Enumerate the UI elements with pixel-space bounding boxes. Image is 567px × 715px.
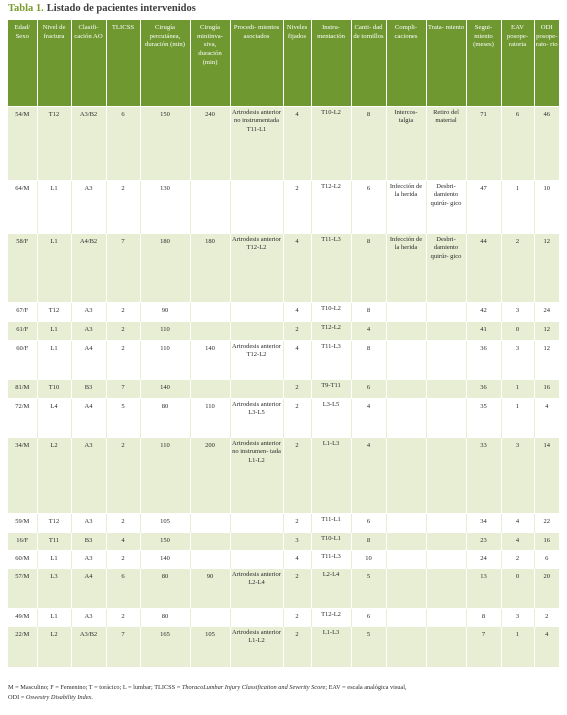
table-cell: 2 bbox=[283, 438, 311, 514]
column-header: EAV posope- ratoria bbox=[501, 20, 534, 107]
table-cell: 34 bbox=[466, 514, 501, 533]
table-cell: T12 bbox=[37, 303, 71, 322]
table-cell: 6 bbox=[106, 569, 140, 609]
table-cell: B3 bbox=[71, 380, 106, 399]
table-cell: 2 bbox=[283, 399, 311, 438]
table-cell bbox=[190, 609, 230, 627]
table-number: Tabla 1. bbox=[8, 3, 44, 14]
table-cell: A3 bbox=[71, 609, 106, 627]
table-row bbox=[8, 399, 559, 438]
table-cell: L1-L3 bbox=[311, 627, 351, 667]
table-cell: 4 bbox=[283, 234, 311, 303]
table-cell: 22 bbox=[534, 514, 559, 533]
table-row bbox=[8, 107, 559, 181]
table-cell: 60/M bbox=[8, 551, 37, 569]
table-cell: T12 bbox=[37, 107, 71, 181]
table-cell: 2 bbox=[106, 551, 140, 569]
table-cell: 1 bbox=[501, 627, 534, 667]
table-cell: 67/F bbox=[8, 303, 37, 322]
table-cell: 4 bbox=[283, 107, 311, 181]
table-cell: 110 bbox=[140, 341, 190, 380]
table-cell: T11-L3 bbox=[311, 341, 351, 380]
table-cell: L3 bbox=[37, 569, 71, 609]
column-header: Cirugía miniinva- siva, duración (min) bbox=[190, 20, 230, 107]
table-cell: L1 bbox=[37, 322, 71, 341]
table-cell: 36 bbox=[466, 341, 501, 380]
column-header: Instru- mentación bbox=[311, 20, 351, 107]
table-row bbox=[8, 438, 559, 514]
table-cell: 80 bbox=[140, 609, 190, 627]
table-cell bbox=[386, 438, 426, 514]
table-cell: T10 bbox=[37, 380, 71, 399]
table-cell bbox=[386, 627, 426, 667]
table-cell: 4 bbox=[534, 399, 559, 438]
table-cell: 2 bbox=[283, 380, 311, 399]
table-cell: A4 bbox=[71, 341, 106, 380]
footnote-line-1: M = Masculino; F = Femenino; T = torácico; L = lumbar; TLICSS = ThoracoLumbar Injury Classification and Severity Score; EAV = escala analógica visual, bbox=[8, 684, 407, 691]
table-cell: L1 bbox=[37, 234, 71, 303]
table-cell: 140 bbox=[140, 380, 190, 399]
table-cell: 4 bbox=[283, 551, 311, 569]
table-cell: A4 bbox=[71, 569, 106, 609]
table-cell: 3 bbox=[501, 609, 534, 627]
table-cell: 41 bbox=[466, 322, 501, 341]
table-cell: T9-T11 bbox=[311, 380, 351, 399]
table-cell bbox=[386, 341, 426, 380]
table-row bbox=[8, 303, 559, 322]
table-cell: 3 bbox=[283, 533, 311, 551]
table-row bbox=[8, 533, 559, 551]
table-cell: 12 bbox=[534, 322, 559, 341]
column-header: ODI posope- rato- rio bbox=[534, 20, 559, 107]
table-cell: A3 bbox=[71, 551, 106, 569]
table-cell: 8 bbox=[466, 609, 501, 627]
table-cell: A3/B2 bbox=[71, 107, 106, 181]
table-cell: 2 bbox=[106, 514, 140, 533]
table-cell: 24 bbox=[466, 551, 501, 569]
table-cell: 2 bbox=[106, 609, 140, 627]
table-cell: 12 bbox=[534, 234, 559, 303]
table-cell: 130 bbox=[140, 181, 190, 234]
table-cell bbox=[426, 551, 466, 569]
table-cell: T10-L1 bbox=[311, 533, 351, 551]
table-cell bbox=[426, 438, 466, 514]
table-row bbox=[8, 322, 559, 341]
table-cell: 140 bbox=[140, 551, 190, 569]
table-caption: Listado de pacientes intervenidos bbox=[46, 3, 196, 14]
table-cell: 3 bbox=[501, 341, 534, 380]
table-cell: 2 bbox=[106, 341, 140, 380]
table-cell: A3 bbox=[71, 514, 106, 533]
table-cell: 7 bbox=[106, 234, 140, 303]
table-cell: 240 bbox=[190, 107, 230, 181]
table-cell: 5 bbox=[106, 399, 140, 438]
table-cell bbox=[386, 322, 426, 341]
table-cell: 16 bbox=[534, 533, 559, 551]
column-header: Clasifi- cación AO bbox=[71, 20, 106, 107]
table-cell: Desbri- damiento quirúr- gico bbox=[426, 181, 466, 234]
table-row bbox=[8, 341, 559, 380]
table-cell: L1 bbox=[37, 609, 71, 627]
table-row bbox=[8, 551, 559, 569]
table-cell: 8 bbox=[351, 234, 386, 303]
table-cell bbox=[426, 609, 466, 627]
table-cell: 0 bbox=[501, 322, 534, 341]
table-title bbox=[8, 3, 196, 14]
table-row bbox=[8, 569, 559, 609]
table-cell: 46 bbox=[534, 107, 559, 181]
column-header: Trata- miento bbox=[426, 20, 466, 107]
table-cell: 36 bbox=[466, 380, 501, 399]
table-cell: A3 bbox=[71, 438, 106, 514]
table-cell bbox=[386, 551, 426, 569]
table-cell: T11-L1 bbox=[311, 514, 351, 533]
table-cell bbox=[190, 533, 230, 551]
table-cell bbox=[426, 341, 466, 380]
table-cell: 5 bbox=[351, 569, 386, 609]
table-cell: 200 bbox=[190, 438, 230, 514]
table-row bbox=[8, 181, 559, 234]
table-cell: L1 bbox=[37, 341, 71, 380]
table-cell bbox=[426, 533, 466, 551]
table-cell: A4 bbox=[71, 399, 106, 438]
table-cell: 2 bbox=[106, 303, 140, 322]
table-cell bbox=[230, 533, 283, 551]
table-cell bbox=[190, 322, 230, 341]
table-cell: 3 bbox=[501, 303, 534, 322]
table-row bbox=[8, 627, 559, 667]
table-cell: 80 bbox=[140, 399, 190, 438]
table-cell: 110 bbox=[190, 399, 230, 438]
table-cell: 4 bbox=[351, 322, 386, 341]
table-cell: T10-L2 bbox=[311, 303, 351, 322]
table-cell: 10 bbox=[351, 551, 386, 569]
table-cell: 8 bbox=[351, 533, 386, 551]
table-cell bbox=[386, 303, 426, 322]
table-cell: 23 bbox=[466, 533, 501, 551]
table-cell: Artrodesis anterior T12-L2 bbox=[230, 234, 283, 303]
table-cell: Infección de la herida bbox=[386, 181, 426, 234]
table-cell: 24 bbox=[534, 303, 559, 322]
table-cell: L2 bbox=[37, 438, 71, 514]
footnote-line-2: ODI = Oswestry Disability Index. bbox=[8, 693, 93, 701]
table-cell: 8 bbox=[351, 341, 386, 380]
table-cell: 8 bbox=[351, 107, 386, 181]
table-cell: T11 bbox=[37, 533, 71, 551]
table-cell bbox=[230, 514, 283, 533]
table-cell: 47 bbox=[466, 181, 501, 234]
table-cell bbox=[386, 569, 426, 609]
table-cell: L2-L4 bbox=[311, 569, 351, 609]
table-cell bbox=[386, 380, 426, 399]
table-cell: Intercos- talgia bbox=[386, 107, 426, 181]
table-cell: 3 bbox=[501, 438, 534, 514]
table-cell bbox=[426, 322, 466, 341]
table-cell: L3-L5 bbox=[311, 399, 351, 438]
table-cell: T12 bbox=[37, 514, 71, 533]
table-cell: T11-L3 bbox=[311, 234, 351, 303]
table-cell bbox=[426, 399, 466, 438]
table-cell: 150 bbox=[140, 107, 190, 181]
table-body bbox=[8, 107, 559, 667]
table-cell: 10 bbox=[534, 181, 559, 234]
table-cell bbox=[230, 181, 283, 234]
table-cell: 80 bbox=[140, 569, 190, 609]
table-cell: L1 bbox=[37, 551, 71, 569]
table-cell: 54/M bbox=[8, 107, 37, 181]
column-header: Procedi- mientos asociados bbox=[230, 20, 283, 107]
header-row bbox=[8, 20, 559, 107]
table-cell: 4 bbox=[501, 514, 534, 533]
table-cell: A3 bbox=[71, 303, 106, 322]
table-cell: 2 bbox=[283, 627, 311, 667]
table-cell: 35 bbox=[466, 399, 501, 438]
column-header: Canti- dad de tornillos bbox=[351, 20, 386, 107]
table-row bbox=[8, 234, 559, 303]
table-cell: 57/M bbox=[8, 569, 37, 609]
table-cell: 42 bbox=[466, 303, 501, 322]
table-cell: 105 bbox=[190, 627, 230, 667]
table-cell: A3/B2 bbox=[71, 627, 106, 667]
table-cell: 105 bbox=[140, 514, 190, 533]
table-cell: 16 bbox=[534, 380, 559, 399]
table-cell: 7 bbox=[466, 627, 501, 667]
table-cell: 59/M bbox=[8, 514, 37, 533]
table-cell bbox=[426, 569, 466, 609]
table-cell: Artrodesis anterior L1-L2 bbox=[230, 627, 283, 667]
table-row bbox=[8, 609, 559, 627]
table-cell: 90 bbox=[140, 303, 190, 322]
table-cell: 90 bbox=[190, 569, 230, 609]
column-header: Niveles fijados bbox=[283, 20, 311, 107]
table-cell: 4 bbox=[534, 627, 559, 667]
table-cell bbox=[230, 609, 283, 627]
table-cell: T12-L2 bbox=[311, 322, 351, 341]
table-cell: 12 bbox=[534, 341, 559, 380]
table-cell: A4/B2 bbox=[71, 234, 106, 303]
patients-table bbox=[8, 20, 559, 667]
table-row bbox=[8, 514, 559, 533]
table-cell: 60/F bbox=[8, 341, 37, 380]
table-cell: 22/M bbox=[8, 627, 37, 667]
table-cell: 6 bbox=[351, 181, 386, 234]
table-cell: 2 bbox=[106, 181, 140, 234]
table-cell: Artrodesis anterior no instrumentada T11-L1 bbox=[230, 107, 283, 181]
table-cell bbox=[426, 303, 466, 322]
table-cell bbox=[230, 303, 283, 322]
table-cell: 4 bbox=[283, 341, 311, 380]
table-cell: 2 bbox=[106, 322, 140, 341]
table-cell: A3 bbox=[71, 322, 106, 341]
table-cell: L1-L3 bbox=[311, 438, 351, 514]
table-cell bbox=[426, 514, 466, 533]
column-header: TLICSS bbox=[106, 20, 140, 107]
column-header: Compli- caciones bbox=[386, 20, 426, 107]
table-cell: 0 bbox=[501, 569, 534, 609]
table-cell: 2 bbox=[106, 438, 140, 514]
table-cell: 34/M bbox=[8, 438, 37, 514]
column-header: Cirugía percutánea, duración (min) bbox=[140, 20, 190, 107]
table-cell: 2 bbox=[501, 551, 534, 569]
table-cell: 2 bbox=[283, 609, 311, 627]
column-header: Edad/ Sexo bbox=[8, 20, 37, 107]
table-cell: 20 bbox=[534, 569, 559, 609]
table-cell bbox=[426, 380, 466, 399]
table-cell: 13 bbox=[466, 569, 501, 609]
table-cell: Artrodesis anterior T12-L2 bbox=[230, 341, 283, 380]
table-row bbox=[8, 380, 559, 399]
table-cell: 71 bbox=[466, 107, 501, 181]
table-cell: A3 bbox=[71, 181, 106, 234]
table-cell: 4 bbox=[351, 438, 386, 514]
table-cell bbox=[386, 514, 426, 533]
table-cell: 44 bbox=[466, 234, 501, 303]
table-cell bbox=[386, 533, 426, 551]
column-header: Segui- miento (meses) bbox=[466, 20, 501, 107]
column-header: Nivel de fractura bbox=[37, 20, 71, 107]
table-cell: 8 bbox=[351, 303, 386, 322]
table-cell bbox=[230, 551, 283, 569]
table-cell: Infección de la herida bbox=[386, 234, 426, 303]
table-cell bbox=[230, 322, 283, 341]
table-cell: 6 bbox=[351, 609, 386, 627]
table-cell: 2 bbox=[501, 234, 534, 303]
table-cell: 180 bbox=[140, 234, 190, 303]
table-cell: 180 bbox=[190, 234, 230, 303]
table-cell bbox=[190, 303, 230, 322]
table-cell: Desbri- damiento quirúr- gico bbox=[426, 234, 466, 303]
table-cell: 6 bbox=[106, 107, 140, 181]
table-cell: 2 bbox=[283, 322, 311, 341]
table-cell bbox=[190, 514, 230, 533]
table-cell: 61/F bbox=[8, 322, 37, 341]
table-cell: T11-L3 bbox=[311, 551, 351, 569]
table-cell: 16/F bbox=[8, 533, 37, 551]
table-cell: L4 bbox=[37, 399, 71, 438]
table-cell: 33 bbox=[466, 438, 501, 514]
table-cell: 4 bbox=[106, 533, 140, 551]
table-footnote bbox=[8, 683, 559, 703]
table-cell: 7 bbox=[106, 380, 140, 399]
table-cell: 6 bbox=[351, 514, 386, 533]
table-cell: 49/M bbox=[8, 609, 37, 627]
table-cell: L1 bbox=[37, 181, 71, 234]
table-cell: 2 bbox=[283, 181, 311, 234]
table-cell bbox=[190, 380, 230, 399]
table-cell: 110 bbox=[140, 322, 190, 341]
table-cell: T12-L2 bbox=[311, 181, 351, 234]
table-cell: 2 bbox=[283, 514, 311, 533]
table-cell: 4 bbox=[283, 303, 311, 322]
table-cell: L2 bbox=[37, 627, 71, 667]
table-cell: 150 bbox=[140, 533, 190, 551]
table-cell: 1 bbox=[501, 181, 534, 234]
table-cell bbox=[386, 609, 426, 627]
table-cell: 140 bbox=[190, 341, 230, 380]
table-cell bbox=[230, 380, 283, 399]
table-cell: 5 bbox=[351, 627, 386, 667]
table-cell: 6 bbox=[351, 380, 386, 399]
table-cell bbox=[386, 399, 426, 438]
table-cell: 81/M bbox=[8, 380, 37, 399]
table-cell: T10-L2 bbox=[311, 107, 351, 181]
table-cell: Artrodesis anterior no instrumen- tada L1-L2 bbox=[230, 438, 283, 514]
table-cell: B3 bbox=[71, 533, 106, 551]
table-cell: 2 bbox=[283, 569, 311, 609]
table-cell bbox=[190, 551, 230, 569]
table-cell: T12-L2 bbox=[311, 609, 351, 627]
table-cell: 4 bbox=[501, 533, 534, 551]
table-cell: 58/F bbox=[8, 234, 37, 303]
table-cell: 1 bbox=[501, 380, 534, 399]
table-cell: 6 bbox=[534, 551, 559, 569]
table-cell: 14 bbox=[534, 438, 559, 514]
table-cell: 72/M bbox=[8, 399, 37, 438]
table-cell: 6 bbox=[501, 107, 534, 181]
table-cell: 165 bbox=[140, 627, 190, 667]
table-cell: Retiro del material bbox=[426, 107, 466, 181]
table-cell: 7 bbox=[106, 627, 140, 667]
table-cell: 64/M bbox=[8, 181, 37, 234]
table-cell bbox=[190, 181, 230, 234]
table-cell: 4 bbox=[351, 399, 386, 438]
table-cell bbox=[426, 627, 466, 667]
table-cell: Artrodesis anterior L2-L4 bbox=[230, 569, 283, 609]
table-cell: 110 bbox=[140, 438, 190, 514]
table-cell: 2 bbox=[534, 609, 559, 627]
table-cell: 1 bbox=[501, 399, 534, 438]
table-cell: Artrodesis anterior L3-L5 bbox=[230, 399, 283, 438]
